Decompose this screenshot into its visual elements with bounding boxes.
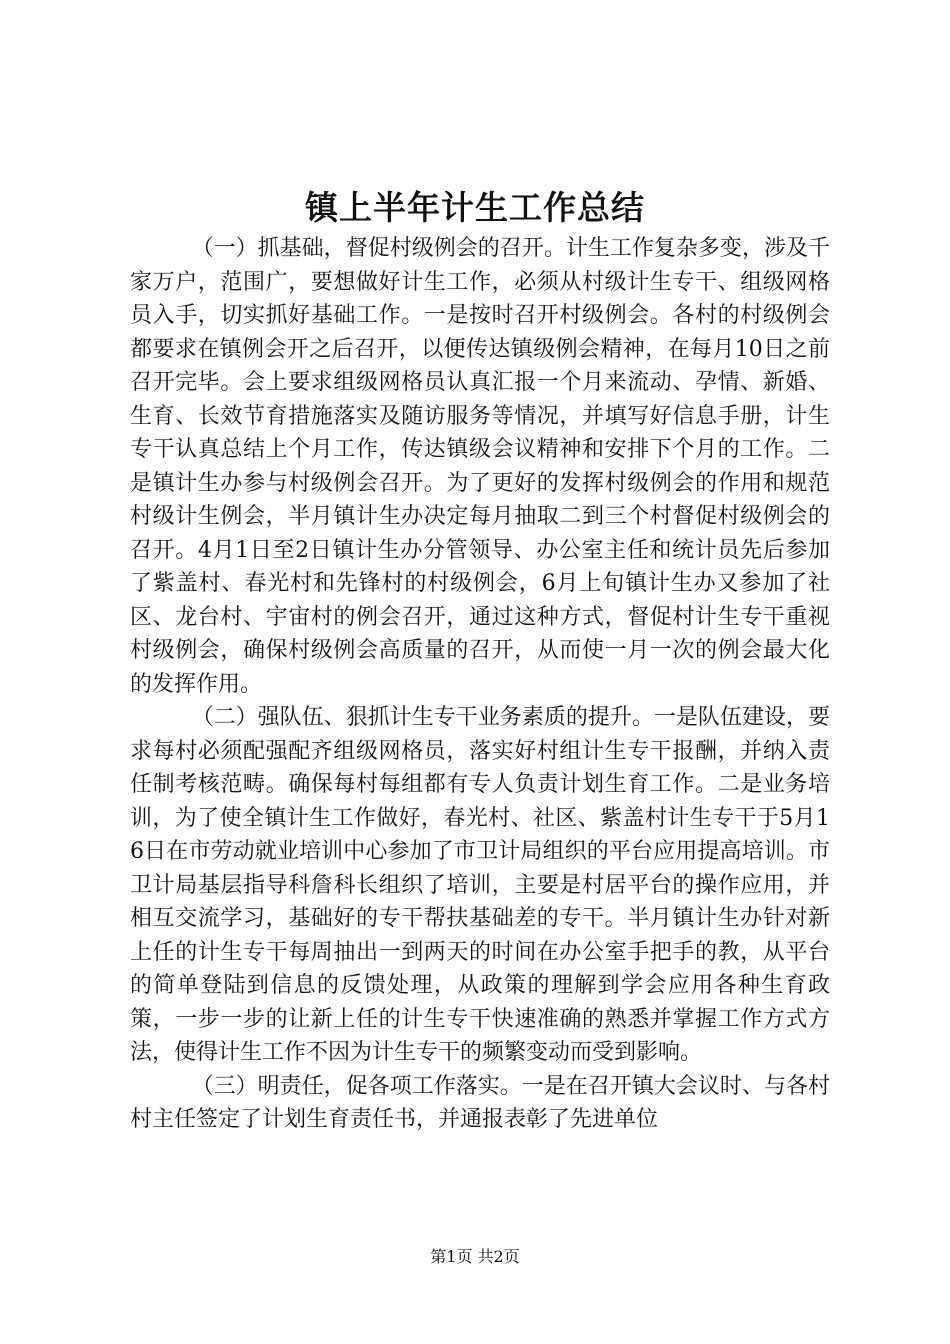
paragraph-3: （三）明责任，促各项工作落实。一是在召开镇大会议时、与各村村主任签定了计划生育责任书，并通报表彰了先进单位 — [130, 1073, 830, 1132]
document-body — [130, 232, 830, 1137]
page-number-footer: 第1页 共2页 — [430, 1247, 520, 1266]
paragraph-1: （一）抓基础，督促村级例会的召开。计生工作复杂多变，涉及千家万户，范围广，要想做好计生工作，必须从村级计生专干、组级网格员入手，切实抓好基础工作。一是按时召开村级例会。各村的村级例会都要求在镇例会开之后召开，以便传达镇级例会精神，在每月10日之前召开完毕。会上要求组级网格员认真汇报一个月来流动、孕情、新婚、生育、长效节育措施落实及随访服务等情况，并填写好信息手册，计生专干认真总结上个月工作，传达镇级会议精神和安排下个月的工作。二是镇计生办参与村级例会召开。为了更好的发挥村级例会的作用和规范村级计生例会，半月镇计生办决定每月抽取二到三个村督促村级例会的召开。4月1日至2日镇计生办分管领导、办公室主任和统计员先后参加了紫盖村、春光村和先锋村的村级例会，6月上旬镇计生办又参加了社区、龙台村、宇宙村的例会召开，通过这种方式，督促村计生专干重视村级例会，确保村级例会高质量的召开，从而使一月一次的例会最大化的发挥作用。 — [130, 236, 830, 697]
paragraph-2: （二）强队伍、狠抓计生专干业务素质的提升。一是队伍建设，要求每村必须配强配齐组级网格员，落实好村组计生专干报酬，并纳入责任制考核范畴。确保每村每组都有专人负责计划生育工作。二是业务培训，为了使全镇计生工作做好，春光村、社区、紫盖村计生专干于5月16日在市劳动就业培训中心参加了市卫计局组织的平台应用提高培训。市卫计局基层指导科詹科长组织了培训，主要是村居平台的操作应用，并相互交流学习，基础好的专干帮扶基础差的专干。半月镇计生办针对新上任的计生专干每周抽出一到两天的时间在办公室手把手的教，从平台的简单登陆到信息的反馈处理，从政策的理解到学会应用各种生育政策，一步一步的让新上任的计生专干快速准确的熟悉并掌握工作方式方法，使得计生工作不因为计生专干的频繁变动而受到影响。 — [130, 705, 830, 1065]
document-title: 镇上半年计生工作总结 — [305, 188, 645, 227]
